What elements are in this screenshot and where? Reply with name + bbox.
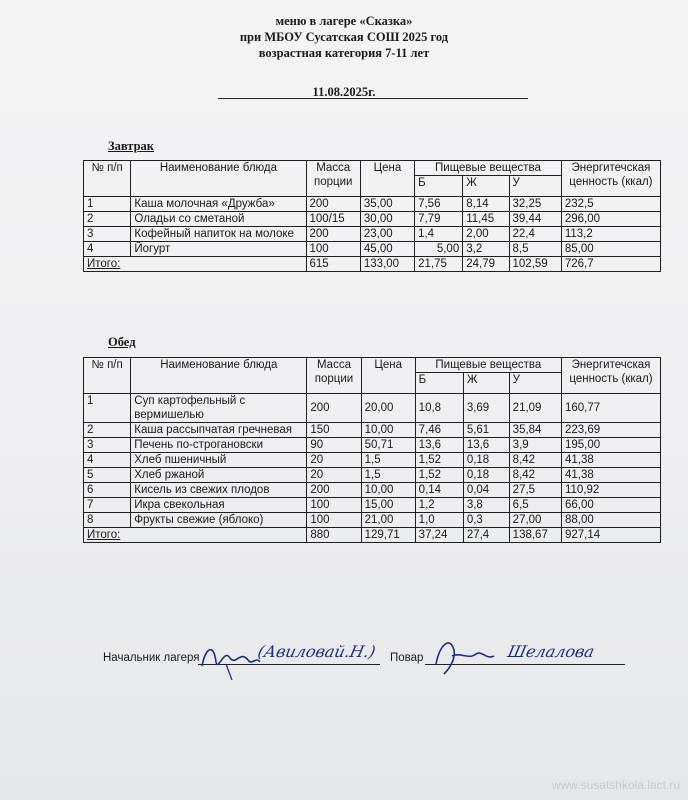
col-u: У <box>509 373 561 394</box>
table-row: 2 Каша рассыпчатая гречневая 150 10,00 7,46 5,61 35,84 223,69 <box>84 423 661 438</box>
breakfast-table <box>83 160 661 272</box>
col-energy: Энергитечская ценность (ккал) <box>561 358 660 394</box>
cook-name-handwritten: Шелалова <box>505 642 597 661</box>
lunch-table <box>83 357 661 543</box>
age-category: возрастная категория 7-11 лет <box>258 46 430 60</box>
table-row: 3 Печень по-строгановски 90 50,71 13,6 13,6 3,9 195,00 <box>84 438 661 453</box>
col-num: № п/п <box>84 161 131 197</box>
col-b: Б <box>415 176 463 197</box>
col-name: Наименование блюда <box>131 161 306 197</box>
col-nutrients: Пищевые вещества <box>415 161 562 176</box>
table-row: 1 Суп картофельный с вермишелью 200 20,00 10,8 3,69 21,09 160,77 <box>84 394 661 423</box>
cook-signature <box>428 630 508 678</box>
col-name: Наименование блюда <box>131 358 307 394</box>
date-underline <box>218 98 528 99</box>
menu-title: меню в лагере «Сказка» <box>275 14 413 28</box>
col-price: Цена <box>361 358 415 394</box>
col-b: Б <box>415 373 463 394</box>
table-row: 2 Оладьи со сметаной 100/15 30,00 7,79 11,45 39,44 296,00 <box>84 212 661 227</box>
table-row: 8 Фрукты свежие (яблоко) 100 21,00 1,0 0,3 27,00 88,00 <box>84 513 661 528</box>
col-zh: Ж <box>463 176 509 197</box>
watermark: www.susatshkola.lact.ru <box>551 778 680 792</box>
col-mass: Масса порции <box>306 161 360 197</box>
school-name: при МБОУ Сусатская СОШ 2025 год <box>239 30 449 44</box>
total-row: Итого: 880 129,71 37,24 27,4 138,67 927,14 <box>84 528 661 543</box>
col-mass: Масса порции <box>307 358 361 394</box>
breakfast-heading: Завтрак <box>108 139 154 153</box>
total-row: Итого: 615 133,00 21,75 24,79 102,59 726,7 <box>84 257 661 272</box>
col-nutrients: Пищевые вещества <box>415 358 561 373</box>
table-row: 6 Кисель из свежих плодов 200 10,00 0,14 0,04 27,5 110,92 <box>84 483 661 498</box>
camp-head-label: Начальник лагеря <box>103 652 200 664</box>
camp-head-name-handwritten: (Авиловай.Н.) <box>255 642 378 661</box>
col-zh: Ж <box>463 373 509 394</box>
table-row: 3 Кофейный напиток на молоке 200 23,00 1,4 2,00 22,4 113,2 <box>84 227 661 242</box>
table-row: 4 Йогурт 100 45,00 5,00 3,2 8,5 85,00 <box>84 242 661 257</box>
table-row: 5 Хлеб ржаной 20 1,5 1,52 0,18 8,42 41,38 <box>84 468 661 483</box>
col-num: № п/п <box>84 358 131 394</box>
table-row: 4 Хлеб пшеничный 20 1,5 1,52 0,18 8,42 41,38 <box>84 453 661 468</box>
table-row: 1 Каша молочная «Дружба» 200 35,00 7,56 8,14 32,25 232,5 <box>84 197 661 212</box>
menu-date: 11.08.2025г. <box>312 85 376 99</box>
table-row: 7 Икра свекольная 100 15,00 1,2 3,8 6,5 66,00 <box>84 498 661 513</box>
col-u: У <box>509 176 561 197</box>
lunch-heading: Обед <box>108 335 136 349</box>
col-price: Цена <box>360 161 414 197</box>
col-energy: Энергитечская ценность (ккал) <box>561 161 660 197</box>
cook-label: Повар <box>390 652 424 664</box>
